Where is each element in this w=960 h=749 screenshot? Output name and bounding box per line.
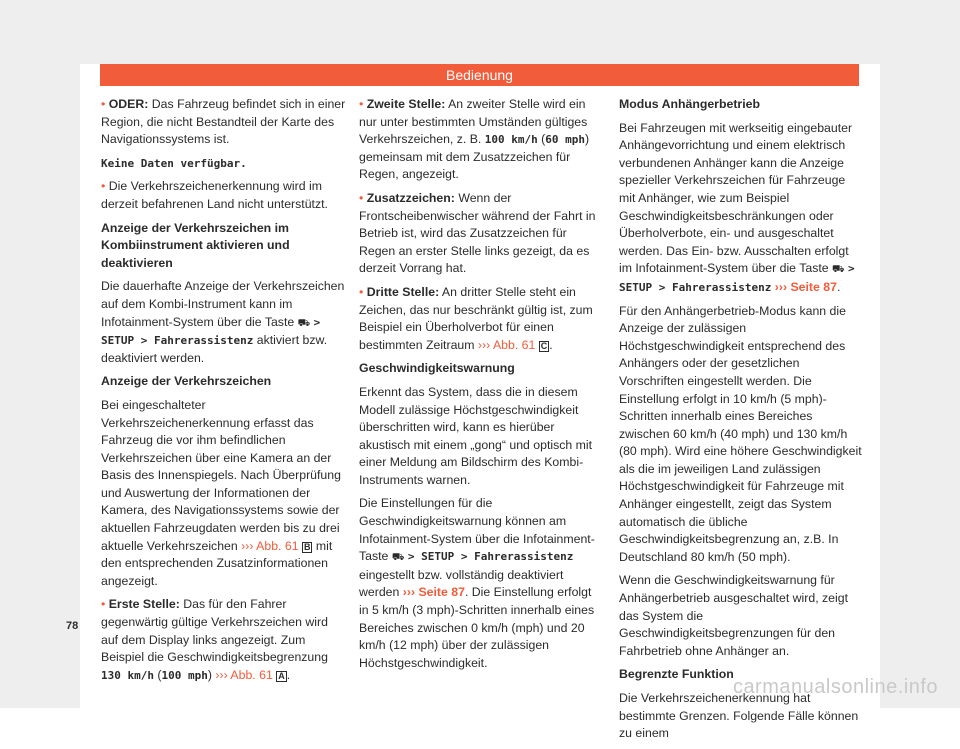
dritte-paragraph: • Dritte Stelle: An dritter Stelle steht ein Zeichen, das nur beschränkt gültig ist, zum Beispiel ein Überholverbot für einen bestimmten Zeitraum ››› Abb. 61 C . — [359, 284, 593, 352]
modus-paragraph-1: Bei Fahrzeugen mit werkseitig eingebauter Anhängevorrichtung und einem elektrisch verbundenen Anhänger kann die Anzeige spezieller Verkehrszeichen für Fahrzeuge mit Anhänger, wie zum Beispiel Geschwindigkeitsbeschränkungen oder Überholverbote, ein- und ausgeschaltet werden. Das Ein- bzw. Ausschalten erfolgt im Infotainment-System über die Taste ⛟ > SETUP > Fahrerassistenz ››› Seite 87. — [619, 120, 855, 294]
dauer-paragraph: Die dauerhafte Anzeige der Verkehrszeichen auf dem Kombi-Instrument kann im Infotainment-System über die Taste ⛟ > SETUP > Fahrerassistenz aktiviert bzw. deaktiviert werden. — [101, 279, 345, 365]
column-right — [619, 96, 864, 749]
figure-letter-badge: A — [278, 670, 285, 681]
figure-letter-badge: C — [540, 340, 548, 351]
bullet-icon: • — [359, 97, 364, 111]
column-left — [101, 96, 346, 690]
unsupported-paragraph: • Die Verkehrszeichenerkennung wird im derzeit befahrenen Land nicht unterstützt. — [101, 179, 328, 211]
figure-letter-badge: B — [303, 541, 311, 552]
anzeige-paragraph: Bei eingeschalteter Verkehrszeichenerkennung erfasst das Fahrzeug die vor ihm befindlichen Verkehrszeichen über eine Kamera an der Basis des Innenspiegels. Nach Überprüfung und Auswertung der Informationen der Kamera, des Navigationssystems sowie der aktuellen Fahrzeugdaten werden bis zu drei aktuelle Verkehrszeichen ››› Abb. 61 B mit den entsprechenden Zusatzinformationen angezeigt. — [101, 397, 341, 588]
zweite-paragraph: • Zweite Stelle: An zweiter Stelle wird ein nur unter bestimmten Umständen gültiges Verkehrszeichen, z. B. 100 km/h (60 mph) gemeinsam mit dem Zusatzzeichen für Regen, angezeigt. — [359, 97, 590, 182]
car-menu-key-icon: ⛟ — [297, 317, 311, 329]
figure-reference-link[interactable]: ››› Abb. 61 — [477, 337, 536, 352]
heading-geschwindigkeitswarnung: Geschwindigkeitswarnung — [359, 361, 515, 376]
oder-paragraph: • ODER: Das Fahrzeug befindet sich in einer Region, die nicht Bestandteil der Karte des Navigationssystems ist. — [101, 97, 346, 147]
modus-paragraph-3: Wenn die Geschwindigkeitswarnung für Anhängerbetrieb ausgeschaltet wird, zeigt das System die Geschwindigkeitsbegrenzungen für den Fahrbetrieb ohne Anhänger an. — [619, 573, 848, 658]
section-header: Bedienung — [100, 64, 859, 86]
zusatz-paragraph: • Zusatzzeichen: Wenn der Frontscheibenwischer während der Fahrt in Betrieb ist, wird das Zusatzzeichen für Regen an erster Stelle links gezeigt, da es derzeit Vorrang hat. — [359, 190, 596, 276]
keine-daten-message: Keine Daten verfügbar. — [101, 156, 247, 170]
figure-reference-link[interactable]: ››› Abb. 61 — [241, 538, 299, 553]
modus-paragraph-2: Für den Anhängerbetrieb-Modus kann die Anzeige der zulässigen Höchstgeschwindigkeit entsprechend des Anhängers oder der gesetzlichen Vorschriften eingestellt werden. Die Einstellung erfolgt in 10 km/h (5 mph)-Schritten innerhalb eines Bereiches zwischen 60 km/h (40 mph) und 130 km/h (80 mph). Wird eine höhere Geschwindigkeit als die im jeweiligen Land zulässigen Höchstgeschwindigkeit für Fahrzeuge mit Anhänger eingestellt, zeigt das System automatisch die übliche Geschwindigkeitsbegrenzung an, z.B. In Deutschland 80 km/h (50 mph). — [619, 303, 862, 564]
erste-paragraph: • Erste Stelle: Das für den Fahrer gegenwärtig gültige Verkehrszeichen wird auf dem Display links angezeigt. Zum Beispiel die Geschwindigkeitsbegrenzung 130 km/h (100 mph) ››› Abb. 61 A . — [101, 597, 328, 682]
bullet-icon: • — [101, 179, 106, 194]
heading-anzeige-kombi: Anzeige der Verkehrszeichen im Kombiinstrument aktivieren und deaktivieren — [101, 220, 290, 270]
car-menu-key-icon: ⛟ — [832, 264, 845, 276]
bullet-icon: • — [101, 597, 106, 612]
heading-modus-anhaengerbetrieb: Modus Anhängerbetrieb — [619, 97, 760, 111]
grenzen-paragraph: Die Verkehrszeichenerkennung hat bestimmte Grenzen. Folgende Fälle können zu einem — [619, 691, 859, 741]
footer-watermark: carmanualsonline.info — [732, 676, 938, 698]
warnung-paragraph: Erkennt das System, dass die in diesem Modell zulässige Höchstgeschwindigkeit überschritten wird, kann es hierüber akustisch mit einem „gong“ und optisch mit einer Meldung am Bildschirm des Kombi-Instruments warnen. — [359, 384, 593, 487]
heading-begrenzte-funktion: Begrenzte Funktion — [619, 667, 734, 682]
heading-anzeige: Anzeige der Verkehrszeichen — [101, 374, 272, 389]
page-number: 78 — [66, 620, 79, 632]
bullet-icon: • — [359, 190, 364, 205]
car-menu-key-icon: ⛟ — [391, 552, 405, 564]
column-middle — [359, 96, 604, 678]
figure-reference-link[interactable]: ››› Abb. 61 — [215, 667, 273, 682]
einstellungen-paragraph: Die Einstellungen für die Geschwindigkeitswarnung können am Infotainment-System über die Infotainment-Taste ⛟ > SETUP > Fahrerassistenz eingestellt bzw. vollständig deaktiviert werden ››› Seite 87. Die Einstellung erfolgt in 5 km/h (3 mph)-Schritten innerhalb eines Bereiches zwischen 0 km/h (mph) und 20 km/h (12 mph) über der zulässigen Höchstgeschwindigkeit. — [359, 496, 595, 670]
bullet-icon: • — [359, 284, 364, 299]
bullet-icon: • — [101, 97, 106, 111]
page-reference-link[interactable]: ››› Seite 87 — [402, 585, 465, 600]
page-reference-link[interactable]: ››› Seite 87 — [774, 279, 837, 294]
